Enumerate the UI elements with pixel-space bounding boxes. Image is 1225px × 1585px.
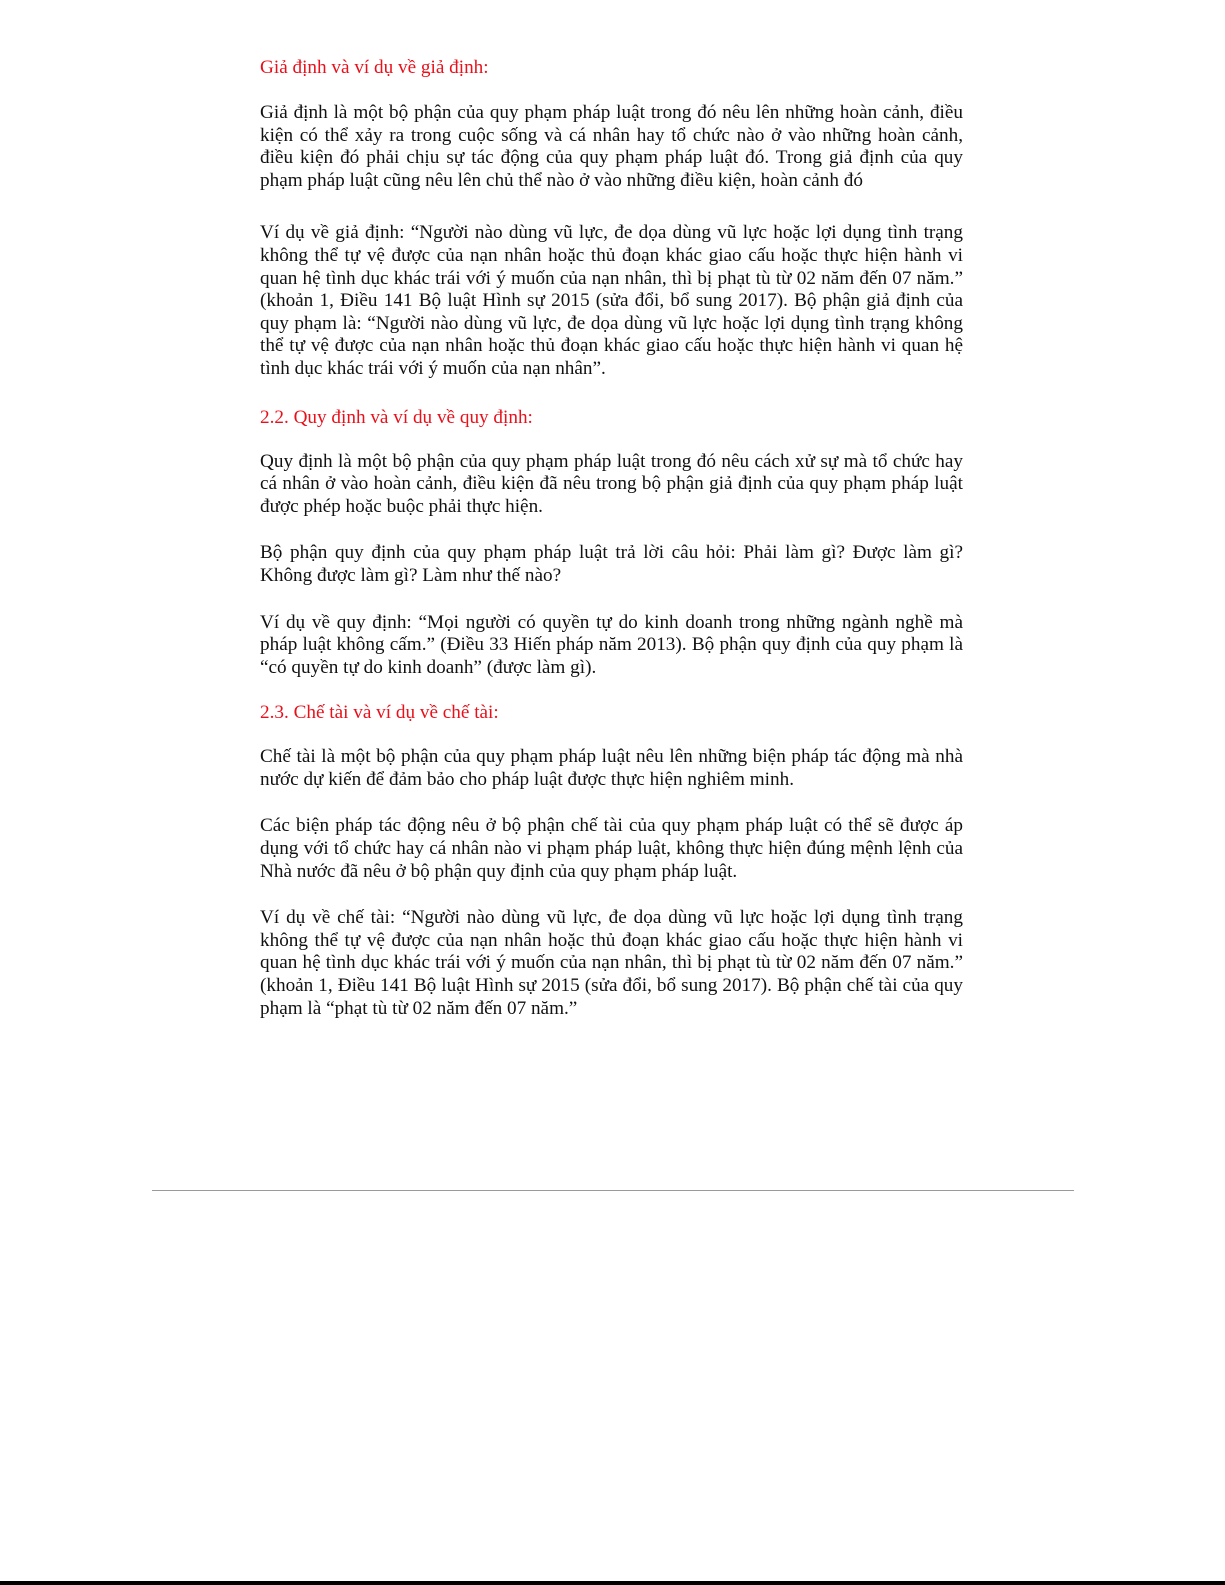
section-heading-che-tai: 2.3. Chế tài và ví dụ về chế tài:: [260, 702, 499, 724]
paragraph-gia-dinh-example: Ví dụ về giả định: “Người nào dùng vũ lực, đe dọa dùng vũ lực hoặc lợi dụng tình trạng không thể tự vệ được của nạn nhân hoặc thủ đoạn khác giao cấu hoặc thực hiện hành vi quan hệ tình dục khác trái với ý muốn của nạn nhân, thì bị phạt tù từ 02 năm đến 07 năm.” (khoản 1, Điều 141 Bộ luật Hình sự 2015 (sửa đổi, bổ sung 2017). Bộ phận giả định của quy phạm là: “Người nào dùng vũ lực, đe dọa dùng vũ lực hoặc lợi dụng tình trạng không thể tự vệ được của nạn nhân hoặc thủ đoạn khác giao cấu hoặc thực hiện hành vi quan hệ tình dục khác trái với ý muốn của nạn nhân”.: [260, 222, 963, 379]
paragraph-quy-dinh-questions: Bộ phận quy định của quy phạm pháp luật trả lời câu hỏi: Phải làm gì? Được làm gì? Không được làm gì? Làm như thế nào?: [260, 542, 963, 586]
paragraph-gia-dinh-definition: Giả định là một bộ phận của quy phạm pháp luật trong đó nêu lên những hoàn cảnh, điều kiện có thể xảy ra trong cuộc sống và cá nhân hay tổ chức nào ở vào những hoàn cảnh, điều kiện đó phải chịu sự tác động của quy phạm pháp luật đó. Trong giả định của quy phạm pháp luật cũng nêu lên chủ thể nào ở vào những điều kiện, hoàn cảnh đó: [260, 102, 963, 191]
paragraph-che-tai-measures: Các biện pháp tác động nêu ở bộ phận chế tài của quy phạm pháp luật có thể sẽ được áp dụng với tổ chức hay cá nhân nào vi phạm pháp luật, không thực hiện đúng mệnh lệnh của Nhà nước đã nêu ở bộ phận quy định của quy phạm pháp luật.: [260, 815, 963, 882]
paragraph-quy-dinh-example: Ví dụ về quy định: “Mọi người có quyền tự do kinh doanh trong những ngành nghề mà pháp luật không cấm.” (Điều 33 Hiến pháp năm 2013). Bộ phận quy định của quy phạm là “có quyền tự do kinh doanh” (được làm gì).: [260, 611, 963, 678]
section-heading-quy-dinh: 2.2. Quy định và ví dụ về quy định:: [260, 406, 533, 428]
document-body: [260, 52, 963, 1020]
paragraph-che-tai-example: Ví dụ về chế tài: “Người nào dùng vũ lực, đe dọa dùng vũ lực hoặc lợi dụng tình trạng không thể tự vệ được của nạn nhân hoặc thủ đoạn khác giao cấu hoặc thực hiện hành vi quan hệ tình dục khác trái với ý muốn của nạn nhân, thì bị phạt tù từ 02 năm đến 07 năm.” (khoản 1, Điều 141 Bộ luật Hình sự 2015 (sửa đổi, bổ sung 2017). Bộ phận chế tài của quy phạm là “phạt tù từ 02 năm đến 07 năm.”: [260, 907, 963, 1019]
paragraph-che-tai-definition: Chế tài là một bộ phận của quy phạm pháp luật nêu lên những biện pháp tác động mà nhà nước dự kiến để đảm bảo cho pháp luật được thực hiện nghiêm minh.: [260, 746, 963, 790]
section-heading-gia-dinh: Giả định và ví dụ về giả định:: [260, 57, 489, 78]
page-bottom-edge: [0, 1581, 1225, 1585]
paragraph-quy-dinh-definition: Quy định là một bộ phận của quy phạm pháp luật trong đó nêu cách xử sự mà tổ chức hay cá nhân ở vào hoàn cảnh, điều kiện đã nêu trong bộ phận giả định của quy phạm pháp luật được phép hoặc buộc phải thực hiện.: [260, 450, 963, 517]
footer-divider: [152, 1190, 1074, 1191]
